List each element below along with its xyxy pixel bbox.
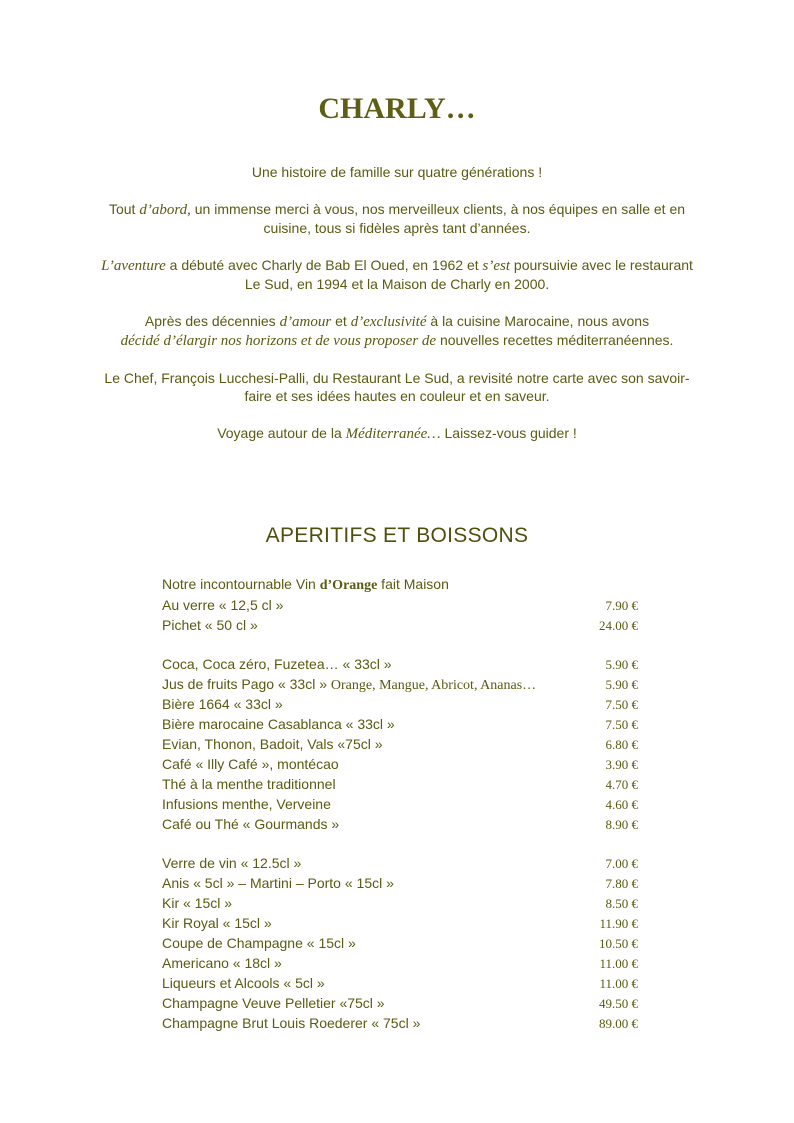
menu-item-price: 5.90 €	[605, 657, 638, 672]
menu-item-price: 7.50 €	[605, 697, 638, 712]
house-wine-name: d’Orange	[319, 578, 378, 593]
menu-spacer	[162, 635, 638, 654]
menu-item-price: 24.00 €	[599, 618, 638, 633]
menu-item-label: Café « Illy Café », montécao	[162, 756, 339, 772]
menu-item-label: Evian, Thonon, Badoit, Vals «75cl »	[162, 736, 383, 752]
menu-spacer	[162, 834, 638, 853]
menu-item-label: Bière marocaine Casablanca « 33cl »	[162, 716, 395, 732]
menu-item	[162, 714, 638, 734]
intro-paragraph-2	[97, 200, 697, 238]
menu-item	[162, 1013, 638, 1033]
intro-text-span: à la cuisine Marocaine, nous avons	[426, 312, 650, 329]
page-title: CHARLY…	[318, 92, 476, 125]
intro-italic-span: d’amour	[279, 313, 332, 330]
menu-item	[162, 933, 638, 953]
intro-text-span: a débuté avec Charly de Bab El Oued, en 1962 et	[165, 256, 483, 273]
menu-item-label: Au verre « 12,5 cl »	[162, 597, 284, 613]
menu-item-price: 11.00 €	[599, 956, 638, 971]
section-title: APERITIFS ET BOISSONS	[265, 524, 529, 547]
intro-text-span: Tout	[108, 200, 140, 217]
house-wine-heading	[162, 575, 638, 595]
menu-item	[162, 615, 638, 635]
menu-item-label: Infusions menthe, Verveine	[162, 796, 331, 812]
menu-item-label: Café ou Thé « Gourmands »	[162, 816, 340, 832]
menu-item	[162, 754, 638, 774]
menu-item-label: Anis « 5cl » – Martini – Porto « 15cl »	[162, 875, 394, 891]
menu-item-label: Verre de vin « 12.5cl »	[162, 855, 302, 871]
intro-text-span: Le Chef, François Lucchesi-Palli, du Restaurant Le Sud, a revisité notre carte avec son savoir-faire et ses idées hautes en couleur et en saveur.	[104, 369, 690, 404]
menu-item	[162, 953, 638, 973]
intro-italic-span: décidé d’élargir nos horizons et de vous proposer de	[120, 333, 437, 349]
menu-item-label	[162, 674, 536, 696]
intro-text-span: Laissez-vous guider !	[440, 424, 577, 441]
menu-item-label: Bière 1664 « 33cl »	[162, 696, 283, 712]
menu-item-price: 4.70 €	[605, 777, 638, 792]
menu-item-label: Thé à la menthe traditionnel	[162, 776, 336, 792]
menu-item-price: 7.90 €	[605, 598, 638, 613]
menu-item-label: Liqueurs et Alcools « 5cl »	[162, 975, 325, 991]
menu-item-label: Champagne Veuve Pelletier «75cl »	[162, 995, 385, 1011]
intro-paragraph-1	[97, 163, 697, 182]
menu-item	[162, 674, 638, 694]
house-wine-text: fait Maison	[377, 576, 449, 592]
menu-item-price: 3.90 €	[605, 757, 638, 772]
drinks-menu	[162, 575, 638, 1033]
intro-italic-span: L’aventure	[101, 257, 166, 274]
menu-item	[162, 794, 638, 814]
intro-italic-span: d’abord,	[139, 201, 191, 218]
menu-item-price: 7.00 €	[605, 856, 638, 871]
intro-italic-span: d’exclusivité	[350, 313, 427, 330]
menu-item	[162, 734, 638, 754]
menu-item-label: Kir « 15cl »	[162, 895, 233, 911]
menu-item	[162, 814, 638, 834]
intro-text-span: Après des décennies	[144, 312, 280, 329]
menu-item-price: 6.80 €	[605, 737, 638, 752]
menu-item-label: Champagne Brut Louis Roederer « 75cl »	[162, 1015, 421, 1031]
menu-item-price: 11.00 €	[599, 976, 638, 991]
intro-paragraph-5	[97, 369, 697, 406]
menu-item-label: Coca, Coca zéro, Fuzetea… « 33cl »	[162, 656, 392, 672]
menu-item	[162, 973, 638, 993]
menu-item-price: 4.60 €	[605, 797, 638, 812]
menu-item-label: Coupe de Champagne « 15cl »	[162, 935, 356, 951]
intro-text-span: Une histoire de famille sur quatre générations !	[251, 164, 543, 180]
menu-item	[162, 853, 638, 873]
menu-item	[162, 893, 638, 913]
intro-paragraph-6	[97, 424, 697, 444]
intro-text-span: Voyage autour de la	[217, 424, 346, 441]
intro-text-span: et	[331, 312, 351, 329]
house-wine-text: Notre incontournable Vin	[162, 576, 320, 592]
menu-item-price: 8.90 €	[605, 817, 638, 832]
menu-item-price: 11.90 €	[599, 916, 638, 931]
menu-item	[162, 913, 638, 933]
intro-text-span: poursuivie avec le restaurant Le Sud, en 1994 et la Maison de Charly en 2000.	[244, 256, 693, 292]
menu-item-price: 7.80 €	[605, 876, 638, 891]
menu-item-label-main: Jus de fruits Pago « 33cl »	[162, 676, 331, 692]
menu-item-price: 7.50 €	[605, 717, 638, 732]
menu-item-price: 10.50 €	[599, 936, 638, 951]
menu-item-label: Americano « 18cl »	[162, 955, 282, 971]
menu-item-label: Pichet « 50 cl »	[162, 617, 258, 633]
menu-item	[162, 694, 638, 714]
menu-item	[162, 774, 638, 794]
intro-text-span: nouvelles recettes méditerranéennes.	[436, 332, 674, 348]
menu-item	[162, 654, 638, 674]
menu-item	[162, 595, 638, 615]
menu-item-price: 89.00 €	[599, 1016, 638, 1031]
menu-item-price: 8.50 €	[605, 896, 638, 911]
menu-item	[162, 873, 638, 893]
menu-item-label: Kir Royal « 15cl »	[162, 915, 272, 931]
menu-item-price: 49.50 €	[599, 996, 638, 1011]
intro-text-span: un immense merci à vous, nos merveilleux clients, à nos équipes en salle et en cuisine, tous si fidèles après tant d’années.	[190, 200, 686, 236]
menu-item-price: 5.90 €	[605, 677, 638, 692]
menu-item	[162, 993, 638, 1013]
intro-italic-span: Méditerranée…	[345, 425, 441, 442]
menu-item-label-extra: Orange, Mangue, Abricot, Ananas…	[330, 678, 537, 693]
intro-text	[97, 163, 697, 461]
intro-paragraph-4	[97, 312, 697, 351]
intro-paragraph-3	[97, 256, 697, 294]
intro-italic-span: s’est	[482, 257, 511, 274]
